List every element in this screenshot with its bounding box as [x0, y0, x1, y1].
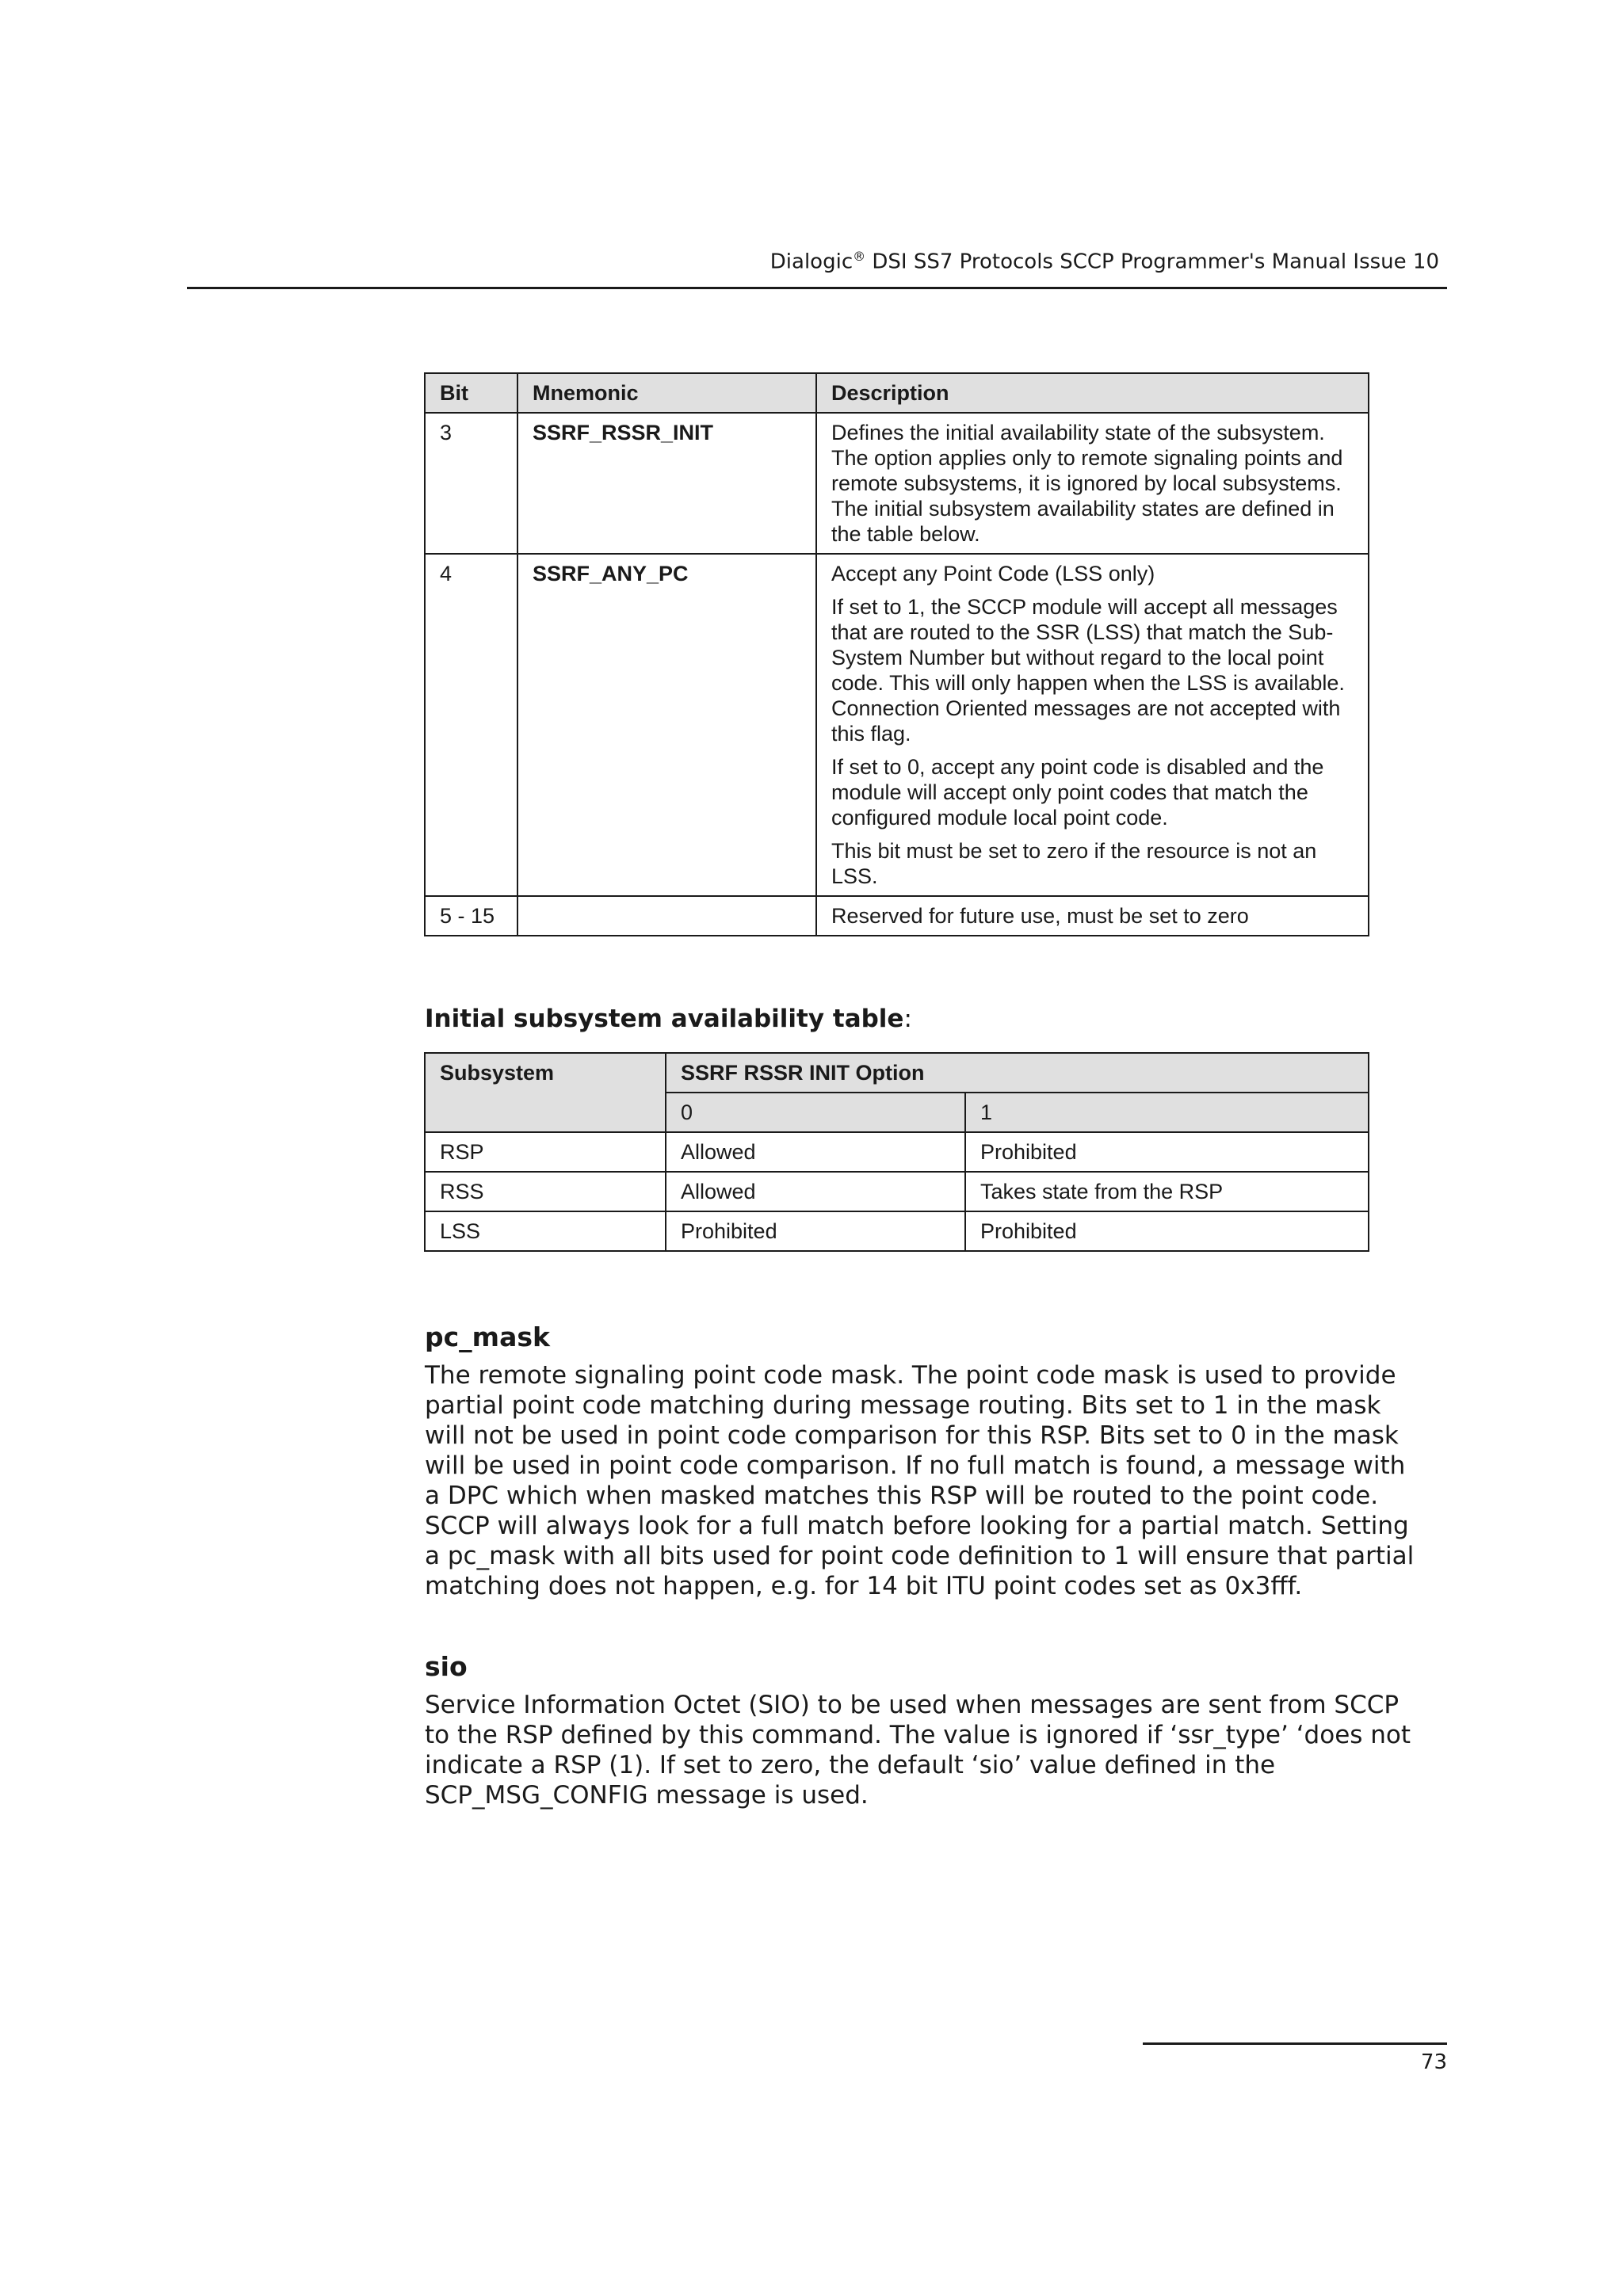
table-row [425, 1172, 1369, 1211]
sio-description: Service Information Octet (SIO) to be used when messages are sent from SCCP to the RSP defined by this command. The value is ignored if ‘ssr_type’ ‘does not indicate a RSP (1). If set to zero, the default ‘sio’ value defined in the SCP_MSG_CONFIG message is used. [425, 1691, 1411, 1810]
pc-mask-description: The remote signaling point code mask. The point code mask is used to provide partial point code matching during message routing. Bits set to 1 in the mask will not be used in point code comparison for this RSP. Bits set to 0 in the mask will be used in point code comparison. If no full match is found, a message with a DPC which when masked matches this RSP will be routed to the point code. SCCP will always look for a full match before looking for a partial match. Setting a pc_mask with all bits used for point code definition to 1 will ensure that partial matching does not happen, e.g. for 14 bit ITU point codes set as 0x3fff. [425, 1361, 1415, 1600]
description-paragraph: Defines the initial availability state of the subsystem. The option applies only to remote signaling points and remote subsystems, it is ignored by local subsystems. The initial subsystem availability states are defined in the table below. [831, 421, 1343, 546]
pc-mask-heading: pc_mask [425, 1322, 550, 1352]
subsystem-cell: LSS [425, 1211, 666, 1251]
table-row [425, 554, 1369, 896]
header-title [770, 249, 1439, 274]
sio-heading: sio [425, 1651, 468, 1682]
option-0-cell: Prohibited [666, 1211, 965, 1251]
option-0-cell: Allowed [666, 1172, 965, 1211]
table-row [425, 1211, 1369, 1251]
description-paragraph: Reserved for future use, must be set to zero [831, 904, 1249, 928]
availability-heading-text: Initial subsystem availability table [425, 1005, 904, 1033]
option-1-cell: Prohibited [965, 1211, 1369, 1251]
table-header-row [425, 1053, 1369, 1093]
bit-definition-table [424, 372, 1369, 936]
table-row [425, 896, 1369, 936]
availability-table [424, 1052, 1369, 1252]
registered-mark: ® [853, 249, 866, 264]
table-row [425, 1132, 1369, 1172]
page-header [187, 242, 1447, 289]
mnemonic-cell: SSRF_ANY_PC [517, 554, 816, 896]
description-paragraph: If set to 1, the SCCP module will accept all messages that are routed to the SSR (LSS) that match the Sub-System Number but without regard to the local point code. This will only happen when the LSS is available. Connection Oriented messages are not accepted with this flag. [831, 595, 1345, 746]
header-brand: Dialogic [769, 250, 854, 274]
column-header-mnemonic: Mnemonic [517, 373, 816, 413]
footer-rule [1143, 2042, 1447, 2045]
mnemonic-cell [517, 896, 816, 936]
availability-table-heading [425, 1005, 912, 1033]
subsystem-cell: RSS [425, 1172, 666, 1211]
table-row [425, 413, 1369, 554]
description-cell [816, 413, 1369, 554]
bit-cell: 3 [425, 413, 517, 554]
description-paragraph: Accept any Point Code (LSS only) [831, 562, 1155, 585]
page-number: 73 [1420, 2050, 1447, 2074]
column-header-option-1: 1 [965, 1093, 1369, 1132]
column-header-subsystem: Subsystem [425, 1053, 666, 1132]
description-cell [816, 554, 1369, 896]
option-0-cell: Allowed [666, 1132, 965, 1172]
mnemonic-cell: SSRF_RSSR_INIT [517, 413, 816, 554]
bit-cell: 5 - 15 [425, 896, 517, 936]
option-1-cell: Takes state from the RSP [965, 1172, 1369, 1211]
availability-heading-colon: : [903, 1005, 912, 1033]
description-paragraph: This bit must be set to zero if the resource is not an LSS. [831, 839, 1317, 888]
subsystem-cell: RSP [425, 1132, 666, 1172]
header-title-rest: DSI SS7 Protocols SCCP Programmer's Manual Issue 10 [865, 250, 1439, 274]
bit-cell: 4 [425, 554, 517, 896]
description-cell [816, 896, 1369, 936]
column-header-bit: Bit [425, 373, 517, 413]
column-header-description: Description [816, 373, 1369, 413]
description-paragraph: If set to 0, accept any point code is disabled and the module will accept only point codes that match the configured module local point code. [831, 755, 1324, 830]
column-header-option: SSRF RSSR INIT Option [666, 1053, 1369, 1093]
option-1-cell: Prohibited [965, 1132, 1369, 1172]
table-header-row [425, 373, 1369, 413]
column-header-option-0: 0 [666, 1093, 965, 1132]
